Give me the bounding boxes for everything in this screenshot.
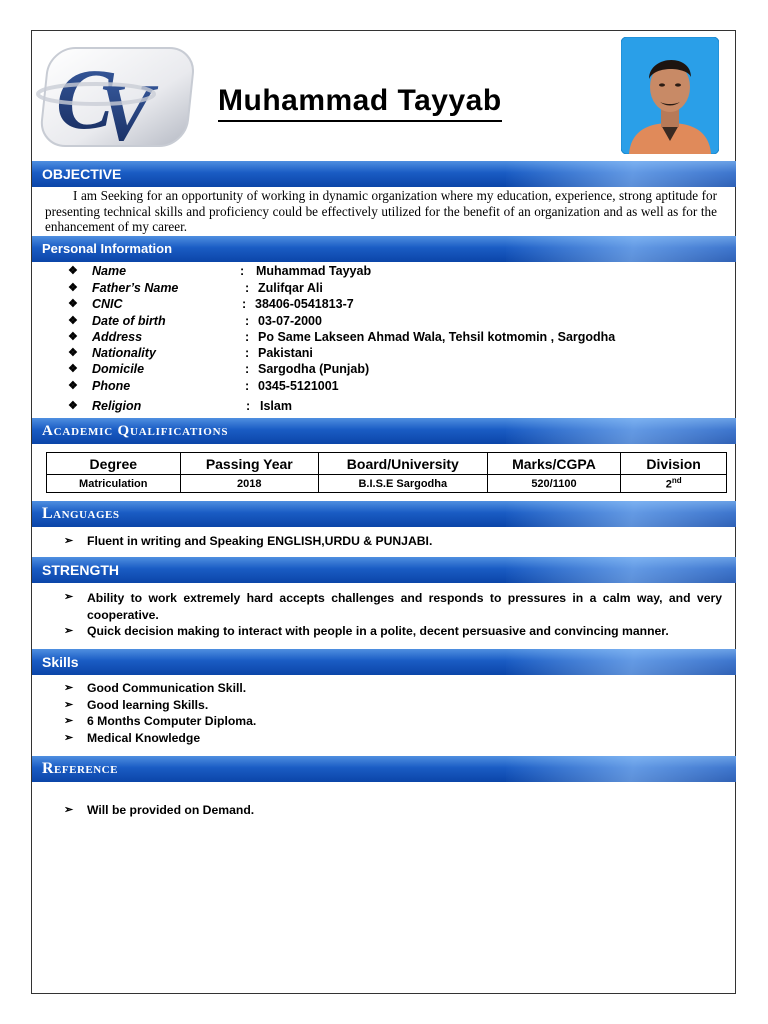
info-label: Religion: [92, 399, 142, 413]
column-header: Division: [621, 453, 727, 475]
diamond-bullet-icon: ❖: [68, 400, 78, 412]
objective-heading: OBJECTIVE: [42, 166, 122, 182]
table-cell: Matriculation: [47, 475, 181, 493]
languages-heading: Languages: [42, 505, 120, 522]
table-header-row: [47, 453, 727, 475]
personal-info-header: [32, 236, 736, 262]
diamond-bullet-icon: ❖: [68, 380, 78, 392]
candidate-name: Muhammad Tayyab: [218, 82, 502, 122]
info-label: Nationality: [92, 346, 156, 360]
list-item-text: 6 Months Computer Diploma.: [87, 714, 257, 728]
column-header: Board/University: [319, 453, 488, 475]
diamond-bullet-icon: ❖: [68, 347, 78, 359]
list-item-text: Quick decision making to interact with people in a polite, decent persuasive and convincing manner.: [87, 624, 669, 638]
info-label: CNIC: [92, 297, 123, 311]
list-item-text: Good Communication Skill.: [87, 681, 247, 695]
objective-header: [32, 161, 736, 187]
info-colon: :: [242, 297, 247, 311]
strength-heading: STRENGTH: [42, 562, 119, 578]
info-value: Po Same Lakseen Ahmad Wala, Tehsil kotmomin , Sargodha: [258, 330, 616, 344]
diamond-bullet-icon: ❖: [68, 265, 78, 277]
info-value: Pakistani: [258, 346, 313, 360]
info-label: Date of birth: [92, 314, 166, 328]
arrow-bullet-icon: ➢: [64, 699, 74, 711]
arrow-bullet-icon: ➢: [64, 591, 74, 603]
strength-header: [32, 557, 736, 583]
division-suffix: nd: [671, 476, 682, 486]
info-label: Phone: [92, 379, 131, 393]
column-header: Degree: [47, 453, 181, 475]
arrow-bullet-icon: ➢: [64, 732, 74, 744]
cv-logo: [36, 44, 194, 152]
table-cell: 520/1100: [487, 475, 621, 493]
diamond-bullet-icon: ❖: [68, 363, 78, 375]
info-value: 03-07-2000: [258, 314, 322, 328]
info-label: Father’s Name: [92, 281, 179, 295]
table-row: [47, 475, 727, 493]
list-item-text: Medical Knowledge: [87, 731, 201, 745]
info-colon: :: [240, 264, 245, 278]
table-cell: B.I.S.E Sargodha: [319, 475, 488, 493]
table-cell: 2018: [180, 475, 318, 493]
arrow-bullet-icon: ➢: [64, 682, 74, 694]
qualifications-table: [46, 452, 727, 493]
info-value: Zulifqar Ali: [258, 281, 323, 295]
languages-header: [32, 501, 736, 527]
info-colon: :: [245, 379, 250, 393]
skills-header: [32, 649, 736, 675]
reference-header: [32, 756, 736, 782]
profile-photo: [621, 37, 719, 154]
info-colon: :: [245, 314, 250, 328]
arrow-bullet-icon: ➢: [64, 715, 74, 727]
list-item-text: Good learning Skills.: [87, 698, 209, 712]
arrow-bullet-icon: ➢: [64, 535, 74, 547]
info-colon: :: [245, 346, 250, 360]
info-colon: :: [245, 281, 250, 295]
arrow-bullet-icon: ➢: [64, 625, 74, 637]
info-value: Islam: [260, 399, 292, 413]
info-value: 0345-5121001: [258, 379, 339, 393]
skills-heading: Skills: [42, 654, 79, 670]
list-item-text: Fluent in writing and Speaking ENGLISH,URDU & PUNJABI.: [87, 534, 433, 548]
academic-heading: Academic Qualifications: [42, 423, 229, 439]
diamond-bullet-icon: ❖: [68, 315, 78, 327]
diamond-bullet-icon: ❖: [68, 331, 78, 343]
svg-text:V: V: [98, 67, 153, 152]
list-item-text: Ability to work extremely hard accepts challenges and responds to pressures in a calm way, and very cooperative.: [87, 591, 722, 622]
column-header: Passing Year: [180, 453, 318, 475]
svg-text:C: C: [56, 51, 114, 147]
division-value: 2: [665, 478, 672, 491]
academic-header: [32, 418, 736, 444]
diamond-bullet-icon: ❖: [68, 298, 78, 310]
info-value: 38406-0541813-7: [255, 297, 354, 311]
info-value: Muhammad Tayyab: [256, 264, 372, 278]
arrow-bullet-icon: ➢: [64, 804, 74, 816]
list-item-text: Will be provided on Demand.: [87, 803, 255, 817]
info-label: Address: [92, 330, 143, 344]
info-value: Sargodha (Punjab): [258, 362, 370, 376]
info-colon: :: [245, 330, 250, 344]
column-header: Marks/CGPA: [487, 453, 621, 475]
table-cell: [621, 475, 727, 493]
diamond-bullet-icon: ❖: [68, 282, 78, 294]
info-colon: :: [246, 399, 251, 413]
info-label: Domicile: [92, 362, 145, 376]
info-colon: :: [245, 362, 250, 376]
reference-heading: Reference: [42, 760, 118, 777]
info-label: Name: [92, 264, 127, 278]
personal-info-heading: Personal Information: [42, 241, 173, 256]
objective-text: I am Seeking for an opportunity of working in dynamic organization where my education, experience, strong aptitude for presenting technical skills and proficiency could be effectively utilized for the benefit of an organization and as well as for the enhancement of my career.: [45, 188, 717, 234]
